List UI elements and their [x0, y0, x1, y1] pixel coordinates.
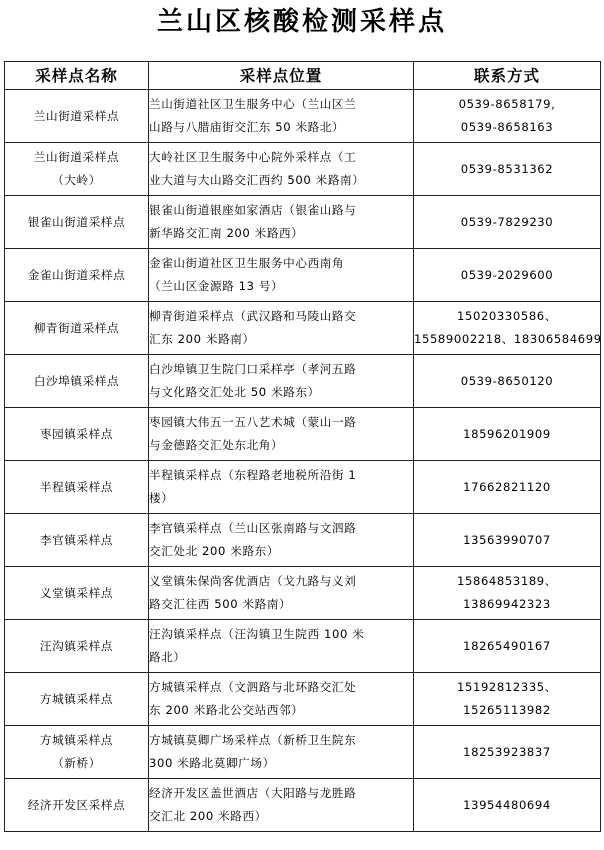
contact-line: 15192812335、 [457, 680, 557, 694]
site-location-cell [149, 461, 414, 514]
sampling-sites-table [4, 61, 601, 832]
site-location-line: 义堂镇朱保尚客优酒店（戈九路与义刘 [149, 574, 357, 588]
contact-line: 0539-7829230 [460, 214, 554, 229]
site-name-line: 经济开发区采样点 [27, 797, 126, 812]
contact-cell [414, 620, 601, 673]
site-name-cell [5, 143, 149, 196]
site-name-cell [5, 461, 149, 514]
site-location-line: 方城镇莫卿广场采样点（新桥卫生院东 [149, 733, 357, 747]
site-location-line: 与文化路交汇处北 50 米路东） [149, 385, 320, 399]
contact-line: 0539-8650120 [460, 373, 554, 388]
site-location-line: 路交汇往西 500 米路南） [149, 597, 292, 611]
site-name-line: 李官镇采样点 [39, 532, 114, 547]
site-location-cell [149, 302, 414, 355]
site-name-line: 白沙埠镇采样点 [33, 373, 120, 388]
site-name-cell [5, 620, 149, 673]
site-location-line: 路北） [149, 650, 186, 664]
site-location-cell [149, 143, 414, 196]
site-location-line: 业大道与大山路交汇西约 500 米路南） [149, 173, 365, 187]
table-row [5, 673, 601, 726]
page-title: 兰山区核酸检测采样点 [156, 7, 447, 37]
site-location-line: 柳青街道采样点（武汉路和马陵山路交 [149, 309, 357, 323]
site-name-cell [5, 90, 149, 143]
site-location-cell [149, 673, 414, 726]
contact-line: 0539-8658179, [458, 97, 556, 111]
contact-cell [414, 143, 601, 196]
site-location-cell [149, 567, 414, 620]
site-location-line: 汇东 200 米路南） [149, 332, 255, 346]
site-location-cell [149, 249, 414, 302]
header-site-location: 采样点位置 [149, 62, 414, 90]
site-location-line: 经济开发区盖世酒店（大阳路与龙胜路 [149, 786, 357, 800]
site-location-line: 方城镇采样点（文泗路与北环路交汇处 [149, 680, 357, 694]
site-name-line: 金雀山街道采样点 [27, 267, 126, 282]
site-name-cell [5, 726, 149, 779]
site-location-line: 半程镇采样点（东程路老地税所沿街 1 [149, 468, 357, 482]
site-location-line: 300 米路北莫卿广场） [149, 756, 275, 770]
site-name-line: 兰山街道采样点 [33, 108, 120, 123]
table-row [5, 143, 601, 196]
site-name-line: （新桥） [52, 756, 101, 770]
contact-line: 18253923837 [463, 744, 551, 759]
contact-cell [414, 461, 601, 514]
table-row [5, 726, 601, 779]
site-name-cell [5, 567, 149, 620]
site-location-line: 汪沟镇采样点（汪沟镇卫生院西 100 米 [149, 627, 365, 641]
contact-line: 0539-2029600 [460, 267, 554, 282]
site-location-cell [149, 726, 414, 779]
table-row [5, 408, 601, 461]
contact-line: 15864853189、 [457, 574, 557, 588]
contact-cell [414, 302, 601, 355]
table-header-row [5, 62, 601, 90]
contact-line: 18596201909 [463, 426, 551, 441]
site-name-line: （大岭） [52, 173, 101, 187]
site-location-line: 新华路交汇南 200 米路西） [149, 226, 304, 240]
site-name-line: 银雀山街道采样点 [27, 214, 126, 229]
header-site-name: 采样点名称 [5, 62, 149, 90]
site-location-cell [149, 355, 414, 408]
site-name-cell [5, 514, 149, 567]
contact-line: 15265113982 [463, 703, 551, 717]
contact-line: 18265490167 [463, 638, 551, 653]
table-row [5, 620, 601, 673]
contact-cell [414, 196, 601, 249]
site-location-line: 李官镇采样点（兰山区张南路与文泗路 [149, 521, 357, 535]
site-name-line: 柳青街道采样点 [33, 320, 120, 335]
site-location-line: 山路与八腊庙街交汇东 50 米路北） [149, 120, 345, 134]
contact-cell [414, 249, 601, 302]
site-name-line: 半程镇采样点 [39, 479, 114, 494]
contact-line: 15020330586、 [457, 309, 557, 323]
site-location-line: 白沙埠镇卫生院门口采样亭（孝河五路 [149, 362, 357, 376]
site-name-line: 枣园镇采样点 [39, 426, 114, 441]
site-location-cell [149, 90, 414, 143]
contact-line: 17662821120 [463, 479, 551, 494]
contact-cell [414, 779, 601, 832]
contact-line: 15589002218、18306584699 [414, 332, 602, 346]
table-row [5, 196, 601, 249]
site-name-line: 方城镇采样点 [39, 691, 114, 706]
table-row [5, 461, 601, 514]
table-row [5, 567, 601, 620]
site-name-cell [5, 196, 149, 249]
contact-cell [414, 408, 601, 461]
table-row [5, 355, 601, 408]
site-location-line: 与金德路交汇处东北角） [149, 438, 284, 452]
site-name-cell [5, 355, 149, 408]
site-name-cell [5, 779, 149, 832]
site-location-line: 枣园镇大伟五一五八艺术城（蒙山一路 [149, 415, 357, 429]
site-name-line: 义堂镇采样点 [39, 585, 114, 600]
table-row [5, 779, 601, 832]
site-location-line: 交汇北 200 米路西） [149, 809, 267, 823]
table-row [5, 514, 601, 567]
site-name-line: 汪沟镇采样点 [39, 638, 114, 653]
table-row [5, 90, 601, 143]
contact-line: 13869942323 [463, 597, 551, 611]
site-location-cell [149, 620, 414, 673]
site-location-line: 金雀山街道社区卫生服务中心西南角 [149, 256, 345, 270]
contact-cell [414, 355, 601, 408]
contact-cell [414, 726, 601, 779]
header-contact: 联系方式 [414, 62, 601, 90]
site-location-line: 大岭社区卫生服务中心院外采样点（工 [149, 150, 357, 164]
site-name-line: 兰山街道采样点 [33, 150, 120, 164]
contact-line: 0539-8658163 [460, 120, 554, 134]
site-location-line: （兰山区金源路 13 号） [149, 279, 284, 293]
table-row [5, 302, 601, 355]
site-name-cell [5, 302, 149, 355]
table-row [5, 249, 601, 302]
site-location-cell [149, 408, 414, 461]
contact-cell [414, 90, 601, 143]
contact-cell [414, 514, 601, 567]
contact-cell [414, 567, 601, 620]
site-name-line: 方城镇采样点 [39, 733, 114, 747]
site-location-line: 银雀山街道银座如家酒店（银雀山路与 [149, 203, 357, 217]
site-name-cell [5, 249, 149, 302]
site-location-line: 兰山街道社区卫生服务中心（兰山区兰 [149, 97, 357, 111]
site-location-line: 楼） [149, 491, 174, 505]
site-location-cell [149, 196, 414, 249]
contact-line: 13563990707 [463, 532, 551, 547]
contact-cell [414, 673, 601, 726]
site-location-cell [149, 514, 414, 567]
site-name-cell [5, 673, 149, 726]
site-location-cell [149, 779, 414, 832]
site-location-line: 东 200 米路北公交站西邻） [149, 703, 304, 717]
site-name-cell [5, 408, 149, 461]
contact-line: 13954480694 [463, 797, 551, 812]
site-location-line: 交汇处北 200 米路东） [149, 544, 280, 558]
contact-line: 0539-8531362 [460, 161, 554, 176]
